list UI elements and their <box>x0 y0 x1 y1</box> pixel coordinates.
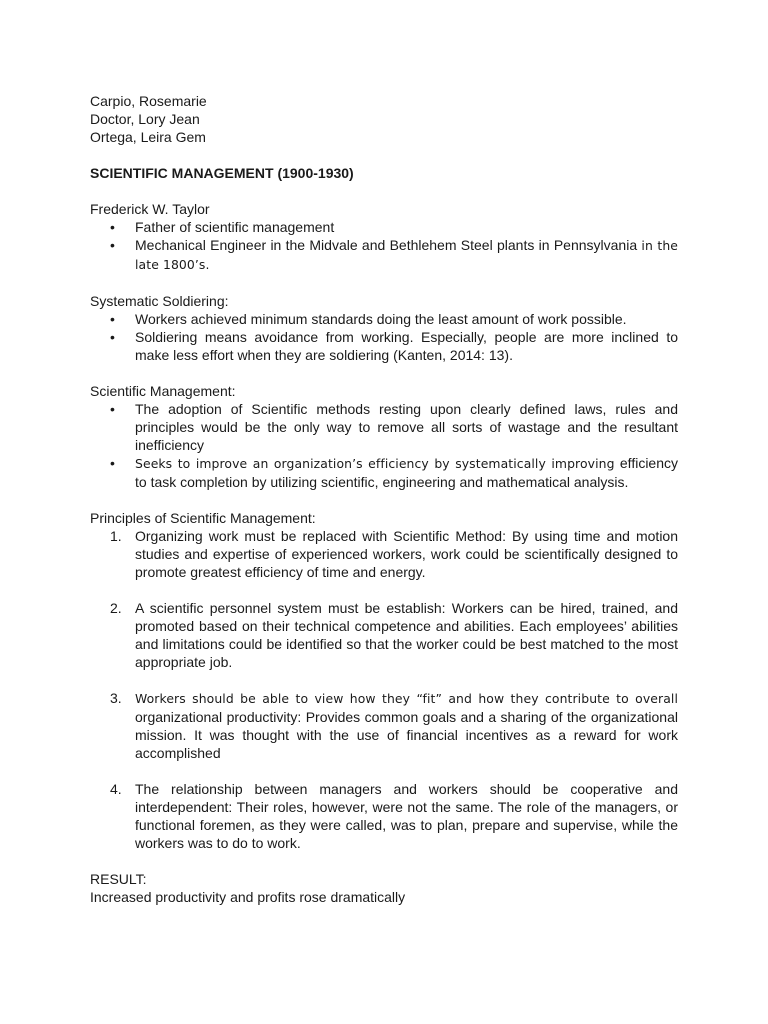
list-item <box>90 400 678 454</box>
section-result <box>90 870 678 906</box>
list-item <box>90 218 678 236</box>
section-heading: Scientific Management: <box>90 383 236 399</box>
bullet-list <box>90 310 678 364</box>
result-text: Increased productivity and profits rose dramatically <box>90 889 406 905</box>
list-item <box>90 599 678 671</box>
bullet-text: The adoption of Scientific methods resting upon clearly defined laws, rules and principles would be the only way to remove all sorts of wastage and the resultant inefficiency <box>135 401 678 453</box>
item-text: A scientific personnel system must be establish: Workers can be hired, trained, and promoted based on their technical competence and abilities. Each employees’ abilities and limitations could be identified so that the worker could be best matched to the most appropriate job. <box>135 600 678 670</box>
item-number: 1. <box>110 528 122 544</box>
item-text: Workers should be able to view how they “fit” and how they contribute to overall <box>135 691 678 706</box>
bullet-text: Father of scientific management <box>135 219 335 235</box>
list-item <box>90 527 678 581</box>
item-text-continuation: organizational productivity: Provides common goals and a sharing of the organizational mission. It was thought with the use of financial incentives as a reward for work accomplished <box>135 709 678 761</box>
list-item <box>90 310 678 328</box>
section-heading: Principles of Scientific Management: <box>90 510 316 526</box>
bullet-icon: • <box>110 219 115 235</box>
bullet-icon: • <box>110 329 115 345</box>
section-taylor <box>90 200 678 274</box>
list-item <box>90 780 678 852</box>
document-title: SCIENTIFIC MANAGEMENT (1900-1930) <box>90 165 354 181</box>
section-scientific-management <box>90 382 678 491</box>
author-name: Doctor, Lory Jean <box>90 111 200 127</box>
list-item <box>90 236 678 274</box>
bullet-text: Soldiering means avoidance from working. Especially, people are more inclined to make less effort when they are soldiering (Kanten, 2014: 13). <box>135 329 678 363</box>
section-systematic-soldiering <box>90 292 678 364</box>
bullet-text-continuation: in the late 1800’s. <box>135 238 678 272</box>
bullet-icon: • <box>110 237 115 253</box>
author-list <box>90 92 678 146</box>
section-principles <box>90 509 678 852</box>
bullet-icon: • <box>110 455 115 471</box>
bullet-text: Seeks to improve an organization’s efficiency by systematically improving <box>135 456 615 471</box>
author-name: Carpio, Rosemarie <box>90 93 207 109</box>
item-number: 3. <box>110 690 122 706</box>
item-number: 4. <box>110 781 122 797</box>
item-number: 2. <box>110 600 122 616</box>
item-text: The relationship between managers and workers should be cooperative and interdependent: Their roles, however, were not the same. The role of the managers, or functional foremen, as they were called, was to plan, prepare and supervise, while the workers was to do to work. <box>135 781 678 851</box>
bullet-text: Workers achieved minimum standards doing the least amount of work possible. <box>135 311 627 327</box>
section-heading: Systematic Soldiering: <box>90 293 229 309</box>
bullet-text-continuation: efficiency to task completion by utilizing scientific, engineering and mathematical analysis. <box>135 455 678 490</box>
list-item <box>90 454 678 491</box>
bullet-text: Mechanical Engineer in the Midvale and Bethlehem Steel plants in Pennsylvania <box>135 237 638 253</box>
numbered-list <box>90 527 678 852</box>
item-text: Organizing work must be replaced with Scientific Method: By using time and motion studies and expertise of experienced workers, work could be scientifically designed to promote greatest efficiency of time and energy. <box>135 528 678 580</box>
section-heading: Frederick W. Taylor <box>90 201 210 217</box>
result-heading: RESULT: <box>90 871 147 887</box>
list-item <box>90 689 678 762</box>
bullet-list <box>90 400 678 491</box>
bullet-icon: • <box>110 401 115 417</box>
author-name: Ortega, Leira Gem <box>90 129 206 145</box>
bullet-list <box>90 218 678 274</box>
list-item <box>90 328 678 364</box>
bullet-icon: • <box>110 311 115 327</box>
